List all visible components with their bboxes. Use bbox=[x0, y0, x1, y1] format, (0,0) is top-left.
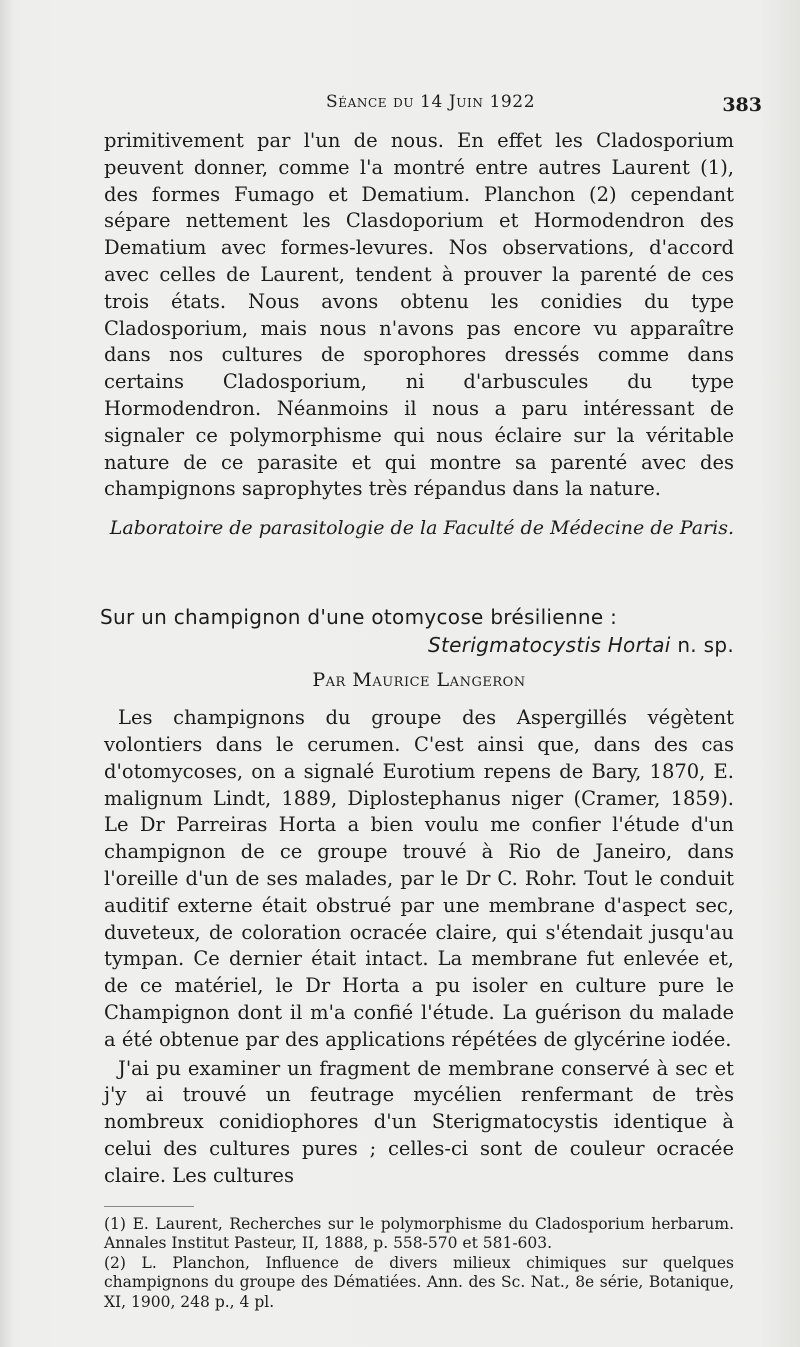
species-name: Sterigmatocystis Hortai bbox=[428, 633, 671, 658]
paragraph-observations: J'ai pu examiner un fragment de membrane conservé à sec et j'y ai trouvé un feutrage mycélien renfermant de très nombreux conidiophores d'un Sterigmatocystis identique à celui des cultures pures ; celles-ci sont de couleur ocracée claire. Les cultures bbox=[104, 1056, 734, 1187]
article-title bbox=[100, 603, 734, 659]
paragraph-continued: primitivement par l'un de nous. En effet les Cladosporium peuvent donner, comme l'a montré entre autres Laurent (1), des formes Fumago et Dematium. Planchon (2) cependant sépare nettement les Clasdoporium et Hormodendron des Dematium avec formes-levures. Nos observations, d'accord avec celles de Laurent, tendent à prouver la parenté de ces trois états. Nous avons obtenu les conidies du type Cladosporium, mais nous n'avons pas encore vu apparaître dans nos cultures de sporophores dressés comme dans certains Cladosporium, ni d'arbuscules du type Hormodendron. Néanmoins il nous a paru intéressant de signaler ce polymorphisme qui nous éclaire sur la véritable nature de ce parasite et qui montre sa parenté avec des champignons saprophytes très répandus dans la nature. bbox=[104, 129, 734, 501]
page-body bbox=[100, 128, 734, 1312]
footnote-1: (1) E. Laurent, Recherches sur le polymorphisme du Cladosporium herbarum. Annales Institut Pasteur, II, 1888, p. 558-570 et 581-603. bbox=[104, 1214, 734, 1252]
footnotes bbox=[104, 1215, 734, 1313]
paragraph-introduction: Les champignons du groupe des Aspergillés végètent volontiers dans le cerumen. C'est ainsi que, dans des cas d'otomycoses, on a signalé Eurotium repens de Bary, 1870, E. malignum Lindt, 1889, Diplostephanus niger (Cramer, 1859). Le Dr Parreiras Horta a bien voulu me confier l'étude d'un champignon de ce groupe trouvé à Rio de Janeiro, dans l'oreille d'un de ses malades, par le Dr C. Rohr. Tout le conduit auditif externe était obstrué par une membrane d'aspect sec, duveteux, de coloration ocracée claire, qui s'étendait jusqu'au tympan. Ce dernier était intact. La membrane fut enlevée et, de ce matériel, le Dr Horta a pu isoler en culture pure le Champignon dont il m'a confié l'étude. La guérison du malade a été obtenue par des applications répétées de glycérine iodée. bbox=[104, 706, 734, 1051]
page-number: 383 bbox=[722, 94, 762, 116]
running-head: Séance du 14 Juin 1922 bbox=[326, 92, 536, 112]
page-header bbox=[0, 92, 800, 122]
footnote-rule bbox=[104, 1206, 194, 1207]
laboratory-affiliation: Laboratoire de parasitologie de la Faculté de Médecine de Paris. bbox=[109, 517, 734, 540]
article-title-line-2 bbox=[104, 631, 734, 659]
article-title-line-1: Sur un champignon d'une otomycose brésilienne : bbox=[100, 605, 618, 630]
author-byline: Par Maurice Langeron bbox=[312, 669, 526, 692]
species-suffix: n. sp. bbox=[670, 633, 734, 658]
footnote-2: (2) L. Planchon, Influence de divers milieux chimiques sur quelques champignons du groupe des Dématiées. Ann. des Sc. Nat., 8e série, Botanique, XI, 1900, 248 p., 4 pl. bbox=[104, 1253, 734, 1311]
